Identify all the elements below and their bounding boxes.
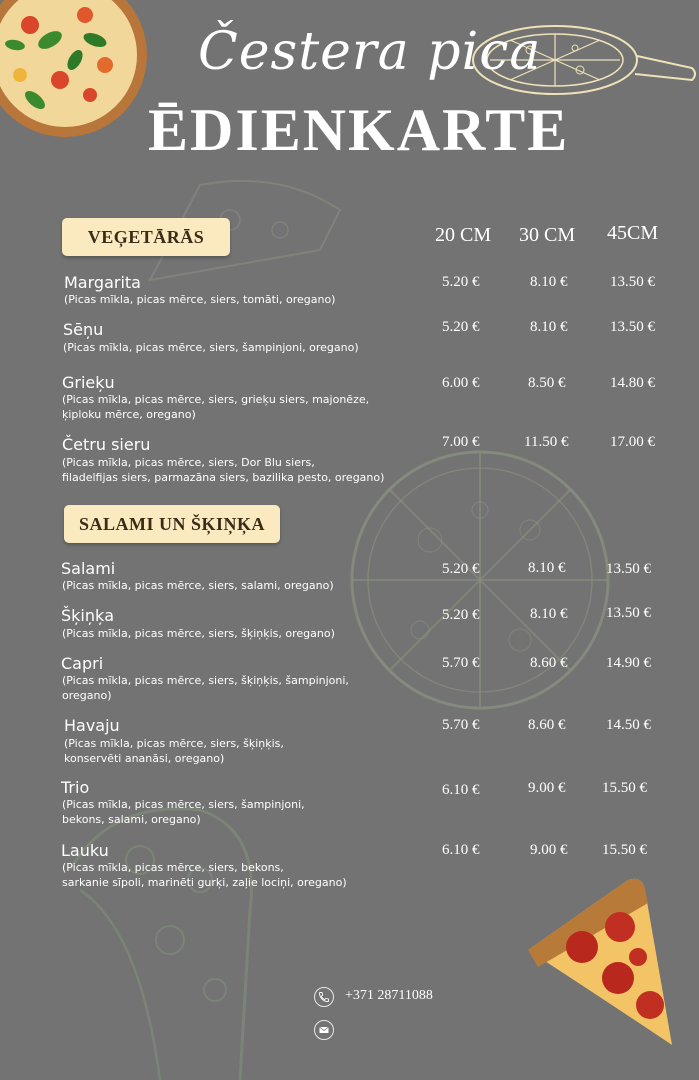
phone-icon[interactable] (314, 987, 334, 1007)
item-name: Salami (61, 559, 116, 578)
price-20: 7.00 € (442, 434, 480, 450)
item-description: (Picas mīkla, picas mērce, siers, šampinjoni, bekons, salami, oregano) (62, 798, 305, 826)
category-badge-salami-ham: SALAMI UN ŠĶIŅĶA (64, 505, 280, 543)
price-45: 15.50 € (602, 842, 647, 858)
price-30: 8.60 € (530, 655, 568, 671)
phone-number[interactable]: +371 28711088 (345, 988, 433, 1003)
item-description: (Picas mīkla, picas mērce, siers, bekons, sarkanie sīpoli, marinēti gurķi, zaļie lociņi, oregano) (62, 861, 347, 889)
price-20: 5.20 € (442, 607, 480, 623)
item-name: Havaju (64, 716, 120, 735)
hand-pizza-sketch-icon (50, 790, 280, 1080)
price-30: 8.60 € (528, 717, 566, 733)
item-name: Šķiņķa (61, 606, 115, 625)
pizza-sketch-icon (340, 450, 630, 720)
price-20: 5.70 € (442, 717, 480, 733)
price-20: 5.20 € (442, 319, 480, 335)
price-20: 6.10 € (442, 782, 480, 798)
price-30: 8.50 € (528, 375, 566, 391)
price-20: 5.70 € (442, 655, 480, 671)
price-20: 6.00 € (442, 375, 480, 391)
item-name: Lauku (61, 841, 109, 860)
item-description: (Picas mīkla, picas mērce, siers, šķiņķis, konservēti ananāsi, oregano) (64, 737, 284, 765)
size-header-30: 30 CM (519, 224, 576, 246)
size-header-20: 20 CM (435, 224, 492, 246)
price-30: 8.10 € (530, 319, 568, 335)
item-name: Trio (61, 778, 90, 797)
price-45: 13.50 € (610, 319, 655, 335)
price-30: 8.10 € (530, 274, 568, 290)
item-description: (Picas mīkla, picas mērce, siers, Dor Blu siers, filadelfijas siers, parmazāna siers, bazilika pesto, oregano) (62, 456, 385, 484)
item-description: (Picas mīkla, picas mērce, siers, šampinjoni, oregano) (63, 341, 359, 354)
item-description: (Picas mīkla, picas mērce, siers, tomāti, oregano) (64, 293, 336, 306)
item-name: Četru sieru (62, 435, 151, 454)
price-45: 14.50 € (606, 717, 651, 733)
price-20: 6.10 € (442, 842, 480, 858)
pepperoni-slice-icon (520, 875, 680, 1055)
item-description: (Picas mīkla, picas mērce, siers, šķiņķis, oregano) (62, 627, 335, 640)
price-45: 15.50 € (602, 780, 647, 796)
page-title: ĒDIENKARTE (148, 97, 570, 163)
price-30: 11.50 € (524, 434, 569, 450)
price-20: 5.20 € (442, 274, 480, 290)
price-20: 5.20 € (442, 561, 480, 577)
price-45: 13.50 € (606, 605, 651, 621)
item-name: Grieķu (62, 373, 115, 392)
price-45: 13.50 € (610, 274, 655, 290)
pizza-photo-icon (0, 0, 160, 145)
price-45: 14.90 € (606, 655, 651, 671)
item-name: Capri (61, 654, 104, 673)
price-30: 9.00 € (530, 842, 568, 858)
price-30: 8.10 € (530, 606, 568, 622)
item-description: (Picas mīkla, picas mērce, siers, grieķu siers, majonēze, ķiploku mērce, oregano) (62, 393, 370, 421)
email-icon[interactable] (314, 1020, 334, 1040)
price-45: 13.50 € (606, 561, 651, 577)
item-description: (Picas mīkla, picas mērce, siers, šķiņķis, šampinjoni, oregano) (62, 674, 349, 702)
price-45: 14.80 € (610, 375, 655, 391)
price-30: 9.00 € (528, 780, 566, 796)
category-badge-vegetarian: VEĢETĀRĀS (62, 218, 230, 256)
item-description: (Picas mīkla, picas mērce, siers, salami, oregano) (62, 579, 334, 592)
size-header-45: 45CM (607, 222, 659, 244)
price-30: 8.10 € (528, 560, 566, 576)
price-45: 17.00 € (610, 434, 655, 450)
item-name: Margarita (64, 273, 141, 292)
restaurant-name: Čestera pica (198, 22, 542, 82)
item-name: Sēņu (63, 320, 104, 339)
